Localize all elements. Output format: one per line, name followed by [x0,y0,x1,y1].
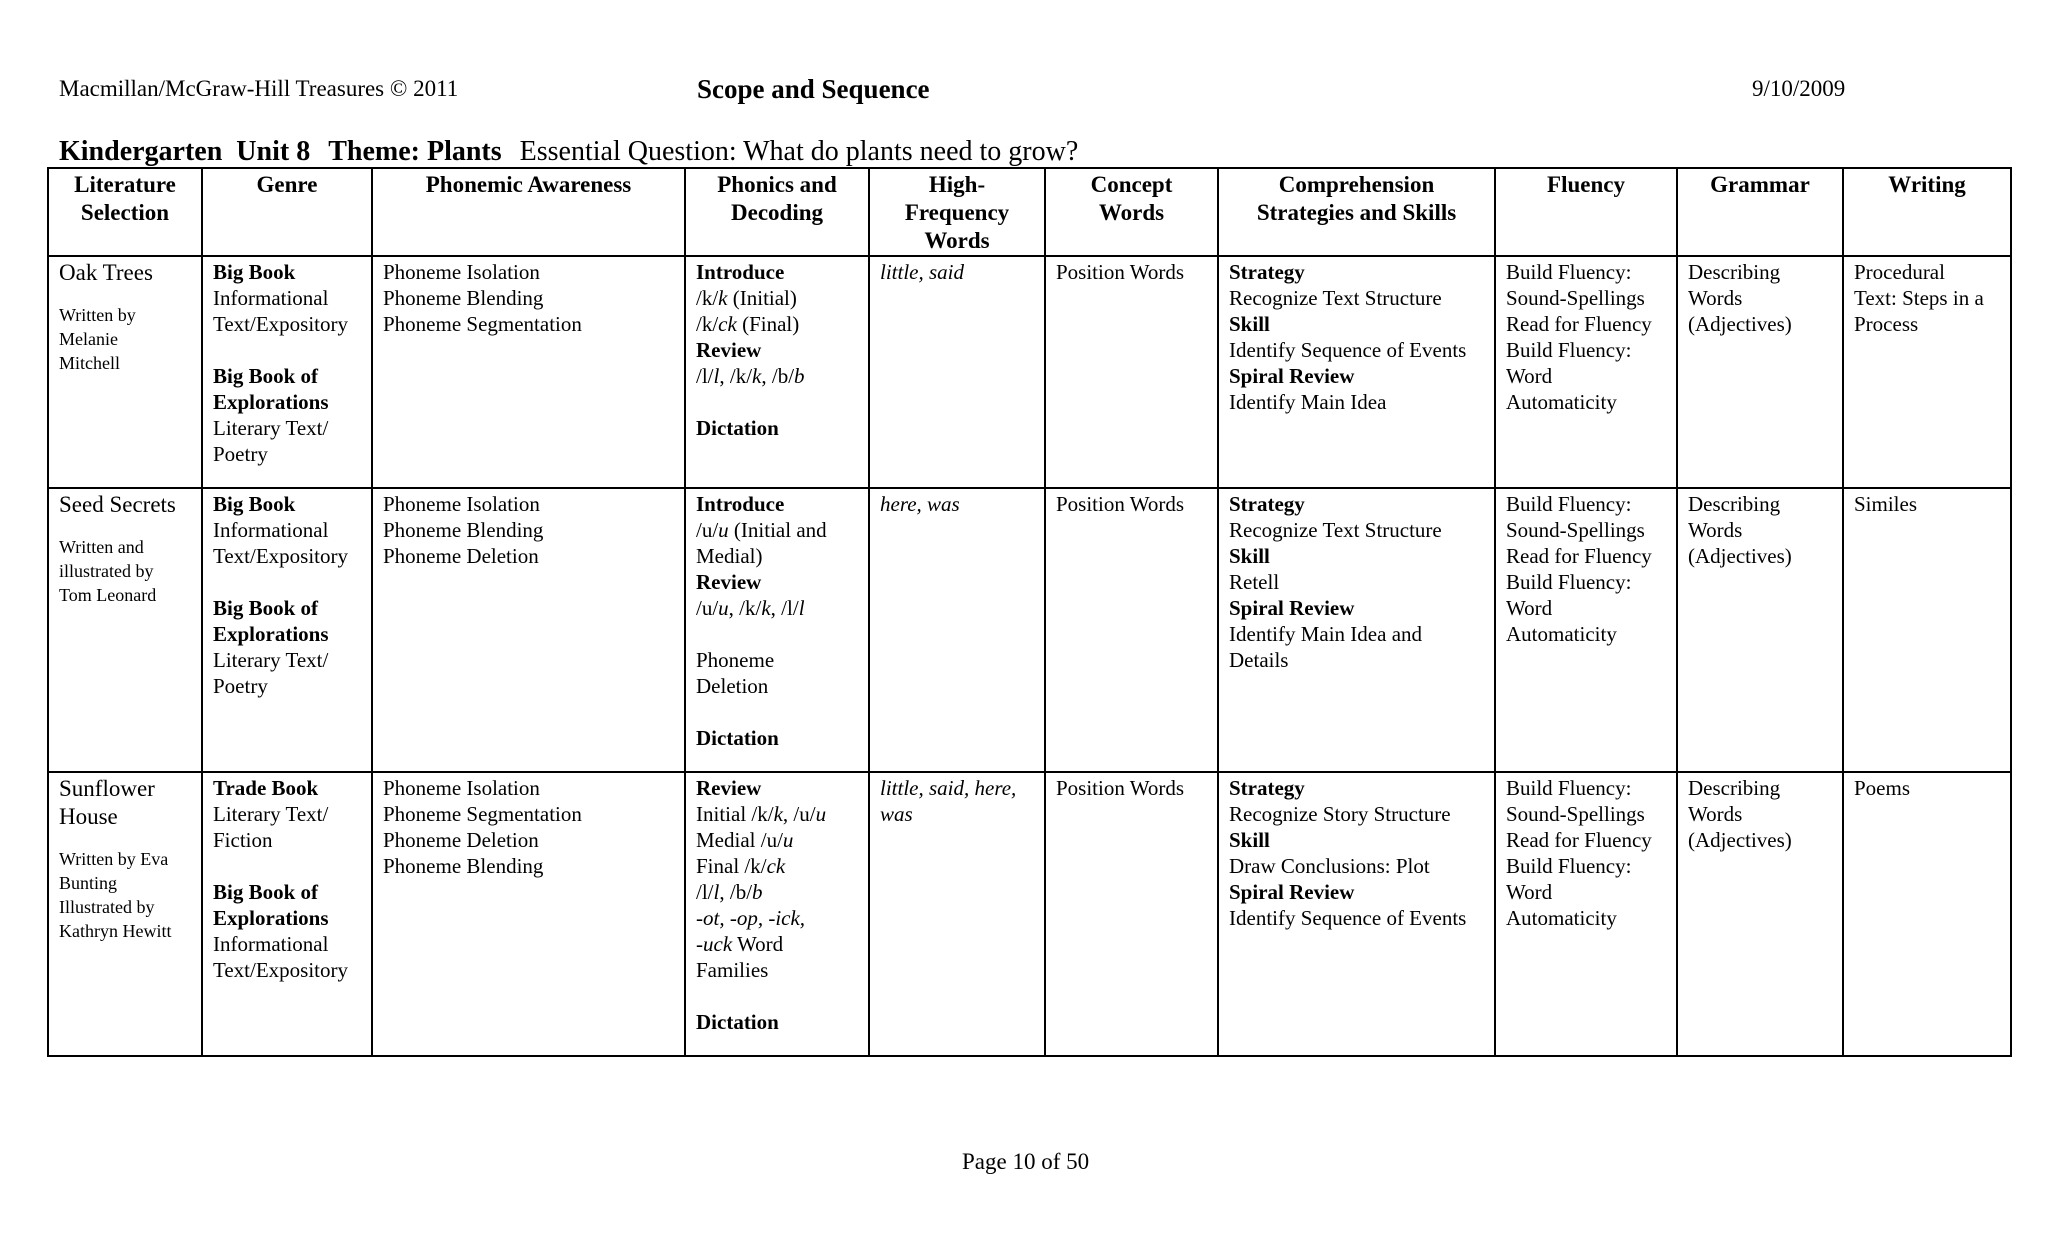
fluency-line: Build Fluency: [1506,338,1632,362]
phonemic-line: Phoneme Isolation [383,260,540,284]
column-header-line: Writing [1888,172,1966,197]
phonics-cell [685,256,869,488]
grammar-line: Describing [1688,260,1781,284]
document-title: Scope and Sequence [697,74,930,104]
column-header-line: Frequency [904,200,1010,225]
genre-line: Trade Book [213,776,319,800]
concept-cell [1045,772,1218,1056]
column-header-line: High- [928,172,986,197]
phonics-line [696,337,858,363]
phonics-segment: u [815,802,827,826]
column-header-line: Selection [80,200,170,225]
phonics-segment: l [798,596,805,620]
phonics-segment: Dictation [696,726,779,750]
phonics-segment: , /b/ [761,364,795,388]
author-line: Illustrated by [59,897,155,917]
genre-line: Big Book of [213,880,319,904]
writing-line: Similes [1854,492,1918,516]
phonics-segment: , /u/ [782,802,816,826]
fluency-line: Automaticity [1506,906,1617,930]
comprehension-line: Skill [1229,828,1270,852]
phonemic-line: Phoneme Blending [383,286,544,310]
column-header-line: Phonemic Awareness [425,172,632,197]
phonics-cell [685,772,869,1056]
selection-author [59,847,191,943]
genre-cell [202,488,372,772]
fluency-line: Word [1506,596,1553,620]
fluency-line: Build Fluency: [1506,776,1632,800]
author-line: Written by Eva [59,849,169,869]
column-header [202,168,372,256]
phonics-segment: Dictation [696,416,779,440]
fluency-line: Build Fluency: [1506,570,1632,594]
grade-unit-label: Kindergarten Unit 8 [59,136,311,167]
genre-line: Explorations [213,390,329,414]
genre-line: Literary Text/ [213,416,329,440]
author-line: Mitchell [59,353,120,373]
phonics-segment: Families [696,958,769,982]
spacer [213,569,361,595]
grammar-cell [1677,772,1843,1056]
genre-line: Poetry [213,674,268,698]
comprehension-line: Retell [1229,570,1280,594]
phonics-segment: /u/ [696,596,719,620]
fluency-line: Read for Fluency [1506,312,1652,336]
spacer [696,621,858,647]
concept-cell [1045,488,1218,772]
writing-cell [1843,772,2011,1056]
column-header-line: Grammar [1710,172,1810,197]
comprehension-line: Skill [1229,312,1270,336]
column-header-line: Strategies and Skills [1256,200,1457,225]
grammar-line: Describing [1688,492,1781,516]
phonics-line [696,673,858,699]
column-header-line: Literature [74,172,176,197]
genre-line: Text/Expository [213,544,349,568]
column-header [1677,168,1843,256]
comprehension-line: Spiral Review [1229,596,1355,620]
genre-line: Explorations [213,622,329,646]
phonics-segment: b [752,880,763,904]
phonics-segment: k [752,364,762,388]
phonics-line [696,259,858,285]
column-header-line: Fluency [1547,172,1625,197]
grammar-line: (Adjectives) [1688,828,1792,852]
comprehension-line: Draw Conclusions: Plot [1229,854,1430,878]
fluency-line: Sound-Spellings [1506,518,1645,542]
genre-line: Text/Expository [213,312,349,336]
phonics-line [696,363,858,389]
comprehension-cell [1218,772,1495,1056]
grammar-line: Describing [1688,776,1781,800]
phonemic-line: Phoneme Deletion [383,544,539,568]
phonics-segment: b [794,364,805,388]
phonics-line [696,827,858,853]
phonics-segment: Review [696,570,762,594]
fluency-line: Read for Fluency [1506,828,1652,852]
author-line: Tom Leonard [59,585,157,605]
phonics-line [696,415,858,441]
fluency-line: Read for Fluency [1506,544,1652,568]
grammar-line: Words [1688,518,1743,542]
spacer [213,337,361,363]
fluency-line: Build Fluency: [1506,854,1632,878]
concept-words: Position Words [1056,776,1185,800]
genre-cell [202,256,372,488]
phonics-line [696,853,858,879]
hfw-cell [869,772,1045,1056]
phonics-segment: u [718,596,729,620]
column-header [1218,168,1495,256]
table-row [48,772,2011,1056]
phonics-line [696,311,858,337]
publisher-label: Macmillan/McGraw-Hill Treasures © 2011 [59,76,459,101]
table-body [48,256,2011,1056]
genre-line: Big Book [213,260,296,284]
phonics-segment: Review [696,776,762,800]
column-header-line: Decoding [731,200,823,225]
phonics-segment: Introduce [696,260,785,284]
selection-title: Sunflower House [59,776,155,829]
phonics-segment: l [713,364,720,388]
phonics-segment: Dictation [696,1010,779,1034]
phonics-segment: Deletion [696,674,769,698]
genre-line: Informational [213,286,329,310]
phonics-line [696,595,858,621]
author-line: Melanie [59,329,118,349]
table-header-row [48,168,2011,256]
fluency-line: Sound-Spellings [1506,286,1645,310]
hfw-cell [869,256,1045,488]
grammar-line: Words [1688,286,1743,310]
phonics-line [696,905,858,931]
writing-cell [1843,256,2011,488]
phonics-segment: u [718,518,729,542]
column-header [1495,168,1677,256]
phonics-segment: /l/ [696,880,714,904]
phonics-line [696,957,858,983]
phonics-line [696,879,858,905]
phonics-segment: Final /k/ [696,854,767,878]
fluency-line: Word [1506,364,1553,388]
fluency-line: Automaticity [1506,390,1617,414]
phonics-line [696,1009,858,1035]
phonics-line [696,491,858,517]
phonics-segment: k [761,596,771,620]
phonics-segment: k [773,802,783,826]
author-line: Written by [59,305,136,325]
comprehension-line: Recognize Text Structure [1229,518,1442,542]
phonics-segment: -uck [696,932,733,956]
phonics-segment: k [718,286,728,310]
phonics-segment: Review [696,338,762,362]
author-line: illustrated by [59,561,154,581]
genre-line: Poetry [213,442,268,466]
phonemic-line: Phoneme Blending [383,518,544,542]
genre-line: Big Book of [213,596,319,620]
genre-line: Literary Text/ [213,648,329,672]
phonics-segment: , /k/ [719,364,753,388]
fluency-cell [1495,488,1677,772]
phonemic-line: Phoneme Blending [383,854,544,878]
selection-author [59,535,191,607]
phonics-line [696,931,858,957]
phonics-line [696,569,858,595]
fluency-line: Build Fluency: [1506,492,1632,516]
phonics-segment: Medial) [696,544,763,568]
writing-line: Text: Steps in a [1854,286,1984,310]
phonics-segment: , /k/ [728,596,762,620]
grammar-line: (Adjectives) [1688,544,1792,568]
genre-line: Fiction [213,828,273,852]
comprehension-line: Strategy [1229,492,1305,516]
comprehension-line: Spiral Review [1229,364,1355,388]
comprehension-line: Strategy [1229,776,1305,800]
phonics-line [696,725,858,751]
fluency-line: Build Fluency: [1506,260,1632,284]
writing-line: Process [1854,312,1919,336]
writing-cell [1843,488,2011,772]
phonemic-line: Phoneme Isolation [383,776,540,800]
column-header-line: Concept [1090,172,1173,197]
grammar-cell [1677,488,1843,772]
phonics-segment: ck [718,312,737,336]
column-header [1843,168,2011,256]
column-header-line: Phonics and [717,172,837,197]
comprehension-line: Recognize Text Structure [1229,286,1442,310]
phonics-line [696,543,858,569]
phonemic-line: Phoneme Deletion [383,828,539,852]
phonics-segment: (Initial) [727,286,797,310]
scope-sequence-table [47,167,2012,1057]
phonics-segment: ck [766,854,786,878]
fluency-line: Automaticity [1506,622,1617,646]
essential-question: Essential Question: What do plants need to grow? [519,136,1079,167]
phonemic-cell [372,256,685,488]
comprehension-line: Skill [1229,544,1270,568]
phonics-segment: Medial /u/ [696,828,783,852]
selection-author [59,303,191,375]
concept-words: Position Words [1056,492,1185,516]
column-header-line: Comprehension [1278,172,1435,197]
phonics-segment: /l/ [696,364,714,388]
comprehension-cell [1218,488,1495,772]
comprehension-line: Identify Sequence of Events [1229,338,1467,362]
phonemic-cell [372,488,685,772]
phonics-segment: -ot, -op, -ick, [696,906,806,930]
phonics-segment: Initial /k/ [696,802,774,826]
column-header [869,168,1045,256]
spacer [213,853,361,879]
table-row [48,256,2011,488]
grammar-line: (Adjectives) [1688,312,1792,336]
fluency-cell [1495,256,1677,488]
literature-cell [48,772,202,1056]
phonics-segment: /k/ [696,312,719,336]
phonics-line [696,647,858,673]
literature-cell [48,488,202,772]
phonics-segment: , /l/ [770,596,799,620]
comprehension-line: Identify Sequence of Events [1229,906,1467,930]
column-header-line: Words [1098,200,1165,225]
selection-title: Oak Trees [59,260,153,285]
genre-line: Big Book of [213,364,319,388]
spacer [696,983,858,1009]
column-header [685,168,869,256]
phonemic-line: Phoneme Segmentation [383,312,582,336]
comprehension-line: Strategy [1229,260,1305,284]
column-header [1045,168,1218,256]
genre-line: Explorations [213,906,329,930]
phonics-segment: (Final) [736,312,800,336]
spacer [696,389,858,415]
phonics-segment: , /b/ [719,880,753,904]
column-header-line: Genre [256,172,318,197]
column-header [48,168,202,256]
writing-line: Poems [1854,776,1911,800]
grammar-cell [1677,256,1843,488]
comprehension-line: Spiral Review [1229,880,1355,904]
phonics-line [696,801,858,827]
genre-line: Informational [213,932,329,956]
phonics-line [696,517,858,543]
phonics-cell [685,488,869,772]
phonics-line [696,285,858,311]
theme-label: Theme: Plants [328,136,502,167]
table-row [48,488,2011,772]
fluency-line: Sound-Spellings [1506,802,1645,826]
phonemic-line: Phoneme Segmentation [383,802,582,826]
comprehension-cell [1218,256,1495,488]
column-header [372,168,685,256]
fluency-line: Word [1506,880,1553,904]
page-number: Page 10 of 50 [962,1149,1090,1174]
phonics-segment: Word [732,932,784,956]
concept-words: Position Words [1056,260,1185,284]
comprehension-line: Identify Main Idea and [1229,622,1423,646]
comprehension-line: Identify Main Idea [1229,390,1387,414]
high-frequency-words: little, said [880,260,964,284]
phonics-segment: /k/ [696,286,719,310]
genre-line: Literary Text/ [213,802,329,826]
column-header-line: Words [924,228,990,253]
spacer [696,699,858,725]
literature-cell [48,256,202,488]
unit-heading [59,136,1078,168]
author-line: Bunting [59,873,118,893]
fluency-cell [1495,772,1677,1056]
selection-title: Seed Secrets [59,492,176,517]
phonics-segment: u [782,828,794,852]
high-frequency-words: little, said, here, was [880,776,1017,826]
concept-cell [1045,256,1218,488]
writing-line: Procedural [1854,260,1945,284]
comprehension-line: Recognize Story Structure [1229,802,1451,826]
high-frequency-words: here, was [880,492,960,516]
phonics-segment: (Initial and [728,518,827,542]
phonics-segment: l [713,880,720,904]
phonics-line [696,775,858,801]
genre-cell [202,772,372,1056]
phonics-segment: /u/ [696,518,719,542]
hfw-cell [869,488,1045,772]
grammar-line: Words [1688,802,1743,826]
phonics-segment: Introduce [696,492,785,516]
genre-line: Informational [213,518,329,542]
phonemic-line: Phoneme Isolation [383,492,540,516]
genre-line: Text/Expository [213,958,349,982]
author-line: Written and [59,537,144,557]
document-date: 9/10/2009 [1752,76,1846,101]
phonemic-cell [372,772,685,1056]
author-line: Kathryn Hewitt [59,921,172,941]
phonics-segment: Phoneme [696,648,775,672]
comprehension-line: Details [1229,648,1289,672]
genre-line: Big Book [213,492,296,516]
